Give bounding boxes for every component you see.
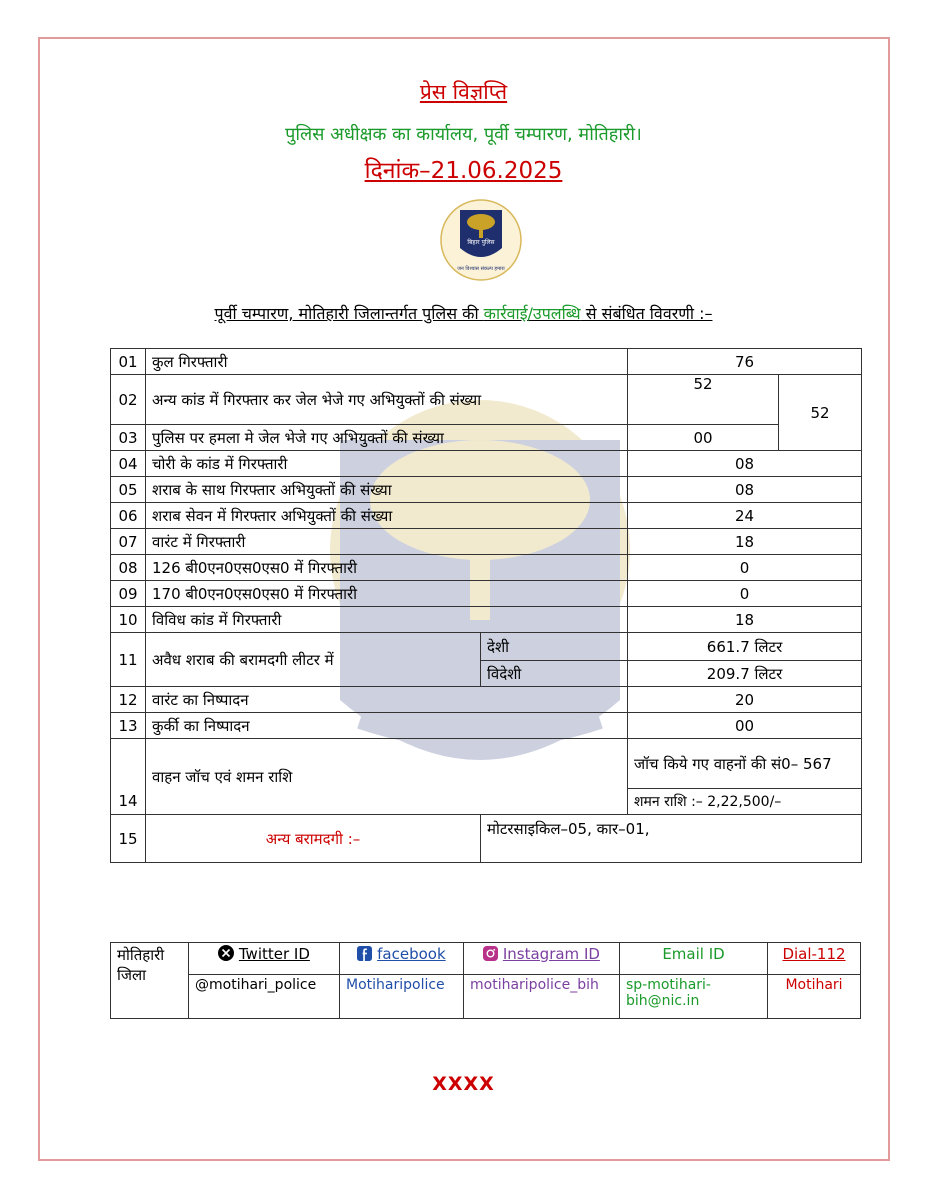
row-value: 20 xyxy=(628,687,862,713)
row-label: वाहन जॉच एवं शमन राशि xyxy=(146,739,628,815)
row-label: 126 बी0एन0एस0एस0 में गिरफ्तारी xyxy=(146,555,628,581)
row-label: वारंट में गिरफ्तारी xyxy=(146,529,628,555)
row-value: 0 xyxy=(628,555,862,581)
facebook-icon xyxy=(357,946,372,961)
table-row xyxy=(111,687,862,713)
row-label: पुलिस पर हमला मे जेल भेजे गए अभियुक्तों की संख्या xyxy=(146,425,628,451)
row-label: चोरी के कांड में गिरफ्तारी xyxy=(146,451,628,477)
row-label: अवैध शराब की बरामदगी लीटर में xyxy=(146,633,481,687)
table-row xyxy=(111,425,862,451)
row-value: 76 xyxy=(628,349,862,375)
table-row xyxy=(111,975,861,1019)
row-number: 03 xyxy=(111,425,146,451)
row-label: शराब के साथ गिरफ्तार अभियुक्तों की संख्या xyxy=(146,477,628,503)
table-row xyxy=(111,451,862,477)
row-value: 18 xyxy=(628,607,862,633)
email-address[interactable]: sp-motihari-bih@nic.in xyxy=(620,975,768,1019)
row-number: 08 xyxy=(111,555,146,581)
row-label: शराब सेवन में गिरफ्तार अभियुक्तों की संख्या xyxy=(146,503,628,529)
row-number: 14 xyxy=(111,739,146,815)
page-title: प्रेस विज्ञप्ति xyxy=(419,80,508,104)
row-label: 170 बी0एन0एस0एस0 में गिरफ्तारी xyxy=(146,581,628,607)
row-value: 00 xyxy=(628,425,779,451)
row-number: 01 xyxy=(111,349,146,375)
twitter-handle[interactable]: @motihari_police xyxy=(189,975,340,1019)
row-number: 06 xyxy=(111,503,146,529)
table-row xyxy=(111,349,862,375)
office-name: पुलिस अधीक्षक का कार्यालय, पूर्वी चम्पारण, मोतिहारी। xyxy=(285,124,642,145)
release-date: दिनांक–21.06.2025 xyxy=(364,158,563,184)
desi-value: 661.7 लिटर xyxy=(628,633,862,661)
social-media-table xyxy=(110,942,861,1019)
table-row xyxy=(111,529,862,555)
facebook-handle[interactable]: Motiharipolice xyxy=(340,975,464,1019)
instagram-handle[interactable]: motiharipolice_bih xyxy=(464,975,620,1019)
desi-label: देशी xyxy=(481,633,628,661)
table-row xyxy=(111,375,862,425)
report-subtitle xyxy=(0,302,927,324)
table-row xyxy=(111,713,862,739)
row-number: 09 xyxy=(111,581,146,607)
svg-text:जन विश्वास संकल्प हमारा: जन विश्वास संकल्प हमारा xyxy=(457,266,505,272)
row-value: 52 xyxy=(628,375,779,425)
row-number: 11 xyxy=(111,633,146,687)
facebook-label[interactable]: facebook xyxy=(377,945,446,963)
table-row xyxy=(111,555,862,581)
table-row xyxy=(111,943,861,975)
svg-text:बिहार पुलिस: बिहार पुलिस xyxy=(467,239,495,246)
row-value: 08 xyxy=(628,477,862,503)
row-number: 13 xyxy=(111,713,146,739)
row-value: 24 xyxy=(628,503,862,529)
instagram-label[interactable]: Instagram ID xyxy=(502,945,600,963)
end-mark: XXXX xyxy=(432,1073,495,1095)
row-number: 12 xyxy=(111,687,146,713)
subtitle-suffix: से संबंधित विवरणी :– xyxy=(580,304,713,323)
row-number: 05 xyxy=(111,477,146,503)
table-row xyxy=(111,581,862,607)
row-number: 02 xyxy=(111,375,146,425)
row-number: 04 xyxy=(111,451,146,477)
bihar-police-logo xyxy=(432,198,530,288)
row-value: मोटरसाइकिल–05, कार–01, xyxy=(481,815,862,863)
table-row xyxy=(111,503,862,529)
row-label: वारंट का निष्पादन xyxy=(146,687,628,713)
row-value: 08 xyxy=(628,451,862,477)
instagram-header[interactable] xyxy=(464,943,620,975)
row-number: 07 xyxy=(111,529,146,555)
report-table xyxy=(110,348,862,863)
table-row xyxy=(111,633,862,661)
row-number: 15 xyxy=(111,815,146,863)
instagram-icon xyxy=(483,946,498,961)
twitter-header[interactable] xyxy=(189,943,340,975)
vehicle-count: जॉच किये गए वाहनों की सं0– 567 xyxy=(628,739,862,789)
email-label: Email ID xyxy=(620,943,768,975)
row-label: विविध कांड में गिरफ्तारी xyxy=(146,607,628,633)
table-row xyxy=(111,815,862,863)
dial-label: Dial-112 xyxy=(768,943,861,975)
row-label: कुर्की का निष्पादन xyxy=(146,713,628,739)
x-twitter-icon xyxy=(218,945,234,961)
fine-amount: शमन राशि :– 2,22,500/– xyxy=(628,789,862,815)
combined-total: 52 xyxy=(779,375,862,451)
row-label: अन्य बरामदगी :– xyxy=(146,815,481,863)
row-number: 10 xyxy=(111,607,146,633)
videshi-value: 209.7 लिटर xyxy=(628,661,862,687)
videshi-label: विदेशी xyxy=(481,661,628,687)
row-label: अन्य कांड में गिरफ्तार कर जेल भेजे गए अभियुक्तों की संख्या xyxy=(146,375,628,425)
table-row xyxy=(111,477,862,503)
subtitle-highlight: कार्रवाई/उपलब्धि xyxy=(483,304,581,323)
subtitle-prefix: पूर्वी चम्पारण, मोतिहारी जिलान्तर्गत पुलिस की xyxy=(214,304,484,323)
row-value: 18 xyxy=(628,529,862,555)
twitter-label[interactable]: Twitter ID xyxy=(238,945,310,963)
dial-location: Motihari xyxy=(768,975,861,1019)
row-value: 0 xyxy=(628,581,862,607)
district-label: मोतिहारी जिला xyxy=(111,943,189,1019)
table-row xyxy=(111,739,862,789)
facebook-header[interactable] xyxy=(340,943,464,975)
row-label: कुल गिरफ्तारी xyxy=(146,349,628,375)
row-value: 00 xyxy=(628,713,862,739)
table-row xyxy=(111,607,862,633)
